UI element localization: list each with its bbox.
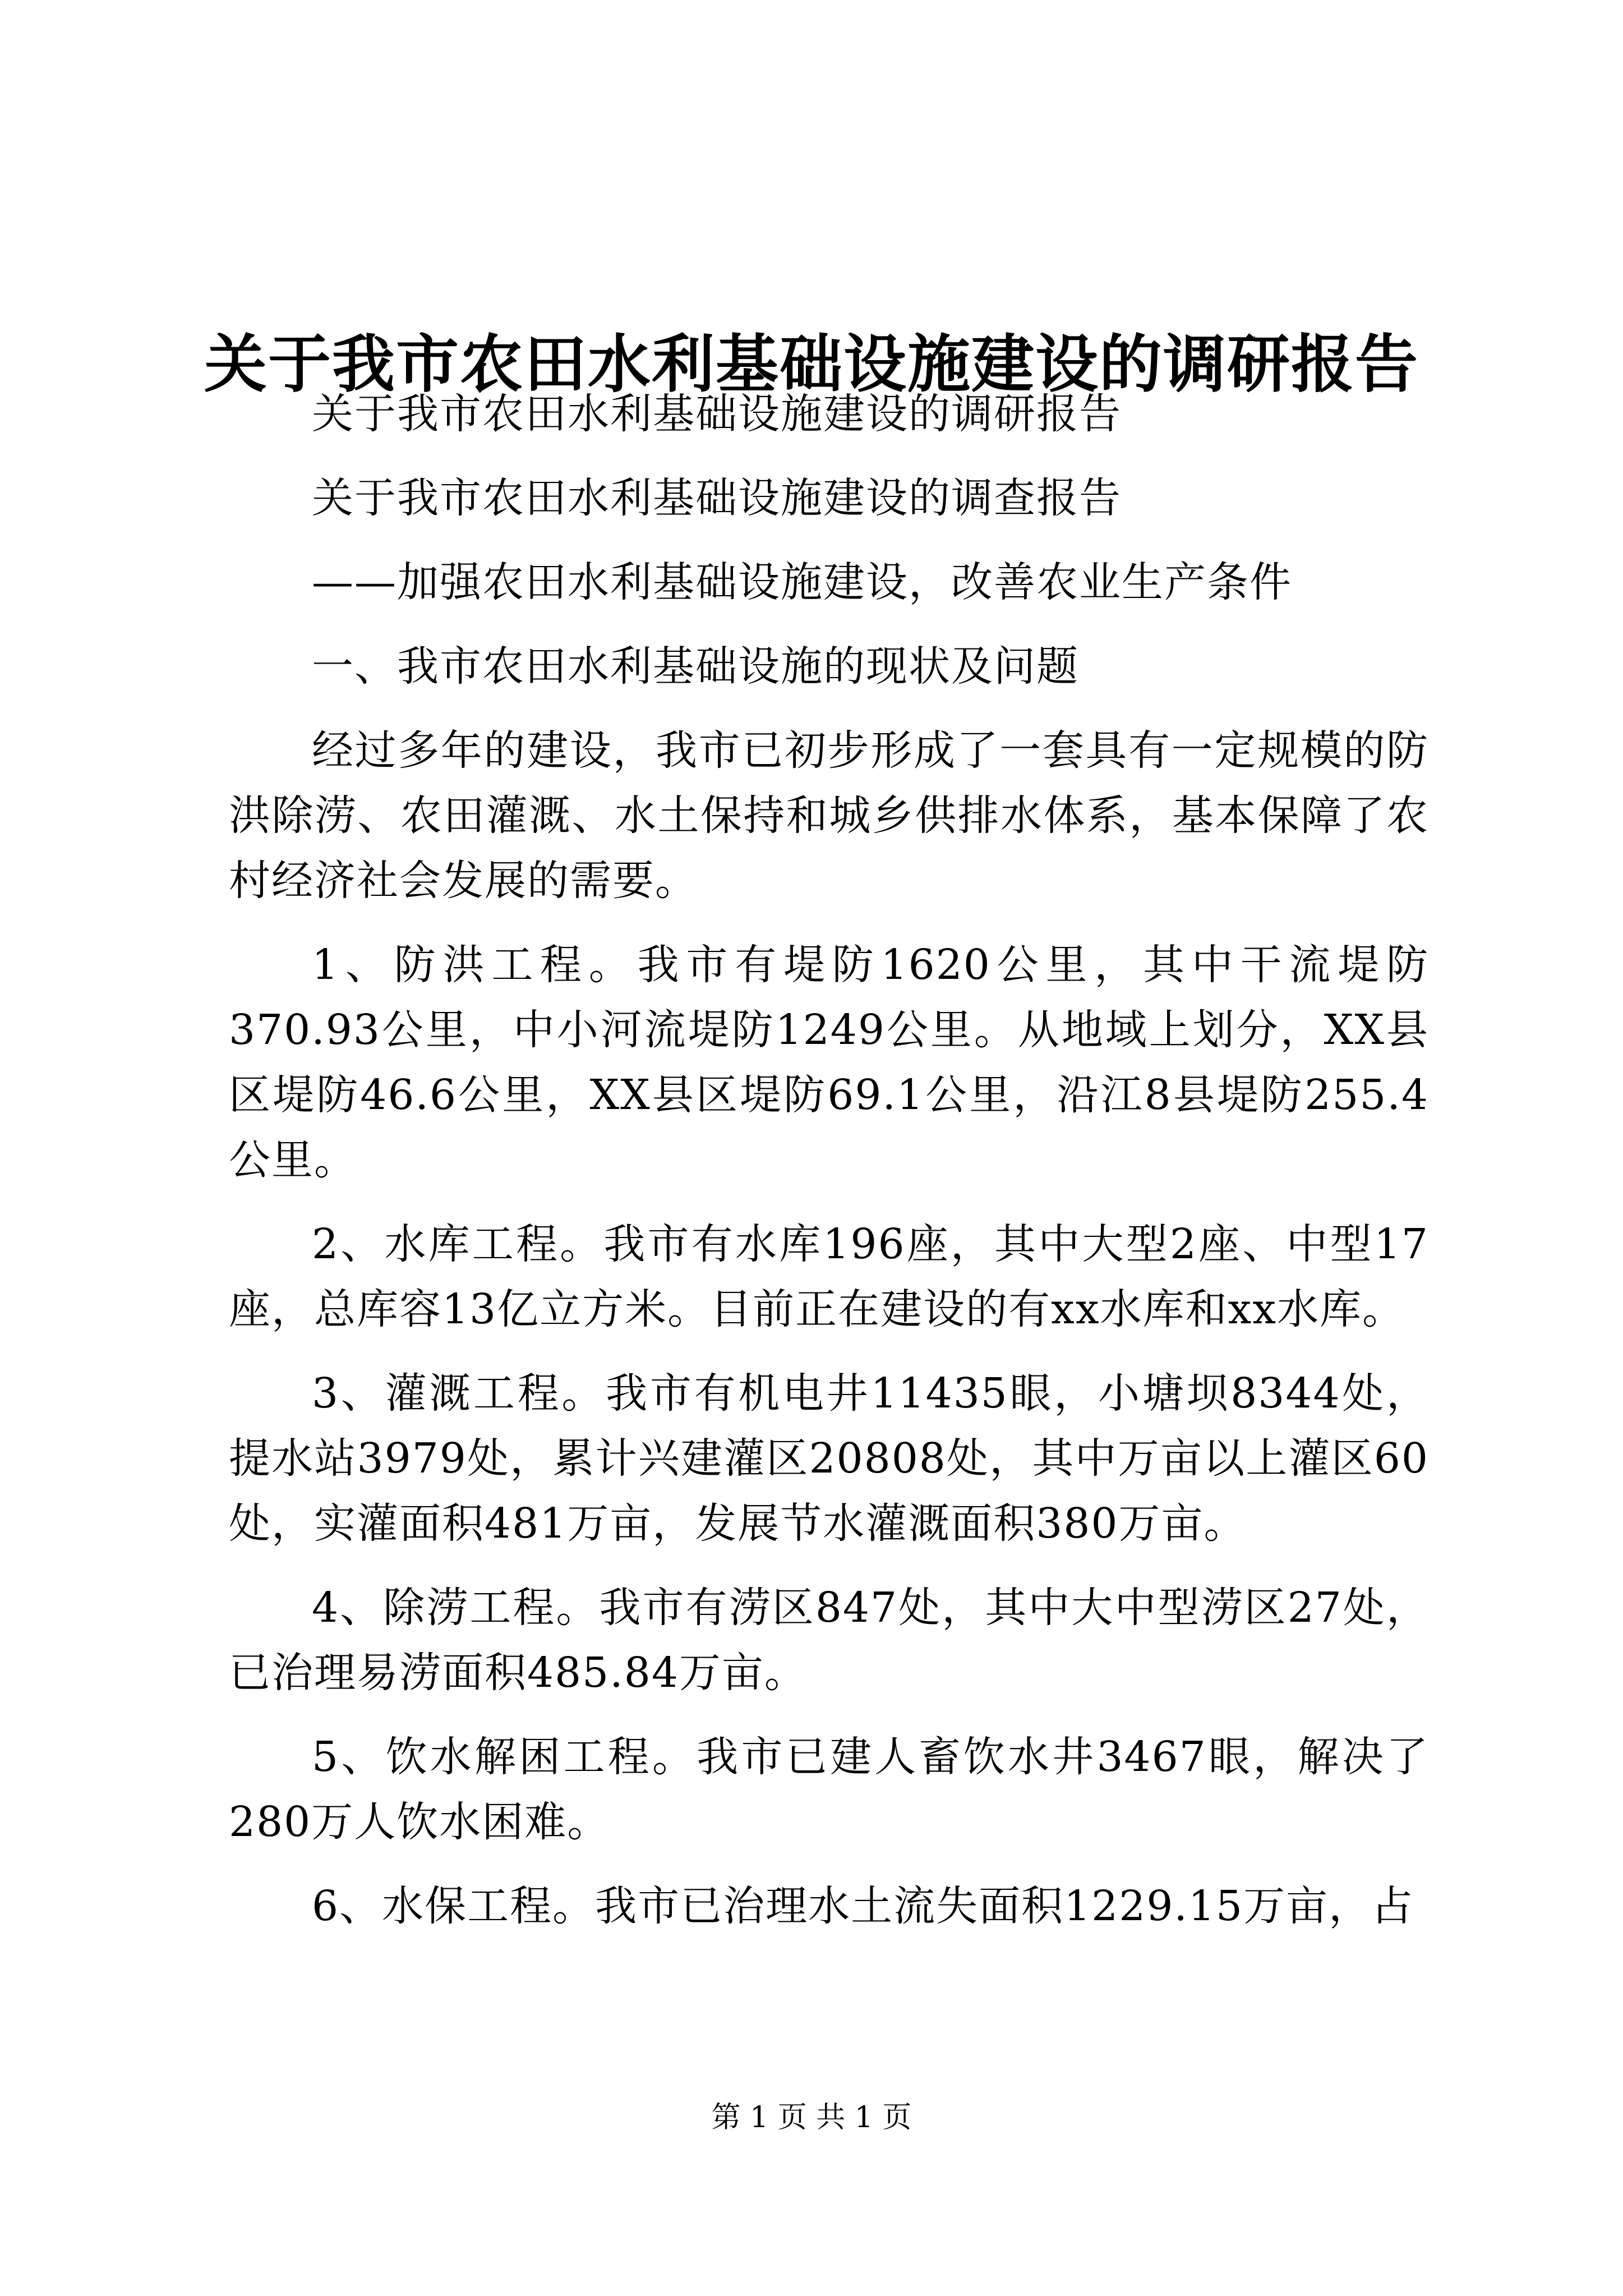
paragraph: 3、灌溉工程。我市有机电井11435眼，小塘坝8344处，提水站3979处，累计兴建灌区20808处，其中万亩以上灌区60处，实灌面积481万亩，发展节水灌溉面积380万亩。 (229, 1369, 1429, 1548)
document-body (229, 381, 1429, 1939)
paragraph: 2、水库工程。我市有水库196座，其中大型2座、中型17座，总库容13亿立方米。目前正在建设的有xx水库和xx水库。 (229, 1220, 1429, 1333)
paragraph: 1、防洪工程。我市有堤防1620公里，其中干流堤防370.93公里，中小河流堤防1249公里。从地域上划分，XX县区堤防46.6公里，XX县区堤防69.1公里，沿江8县堤防255.4公里。 (229, 941, 1429, 1184)
paragraph: 5、饮水解困工程。我市已建人畜饮水井3467眼，解决了280万人饮水困难。 (229, 1733, 1429, 1846)
subtitle-line-2: 关于我市农田水利基础设施建设的调查报告 (312, 474, 1122, 522)
page-number-footer: 第 1 页 共 1 页 (711, 2101, 912, 2134)
paragraph: 6、水保工程。我市已治理水土流失面积1229.15万亩，占 (312, 1882, 1414, 1930)
paragraph: 4、除涝工程。我市有涝区847处，其中大中型涝区27处，已治理易涝面积485.84万亩。 (229, 1584, 1429, 1697)
document-title: 关于我市农田水利基础设施建设的调研报告 (204, 328, 1419, 402)
section-heading: 一、我市农田水利基础设施的现状及问题 (312, 642, 1079, 691)
subtitle-line-3: ——加强农田水利基础设施建设，改善农业生产条件 (312, 558, 1292, 606)
paragraph: 经过多年的建设，我市已初步形成了一套具有一定规模的防洪除涝、农田灌溉、水土保持和城乡供排水体系，基本保障了农村经济社会发展的需要。 (229, 726, 1429, 905)
subtitle-line-1: 关于我市农田水利基础设施建设的调研报告 (312, 390, 1122, 438)
